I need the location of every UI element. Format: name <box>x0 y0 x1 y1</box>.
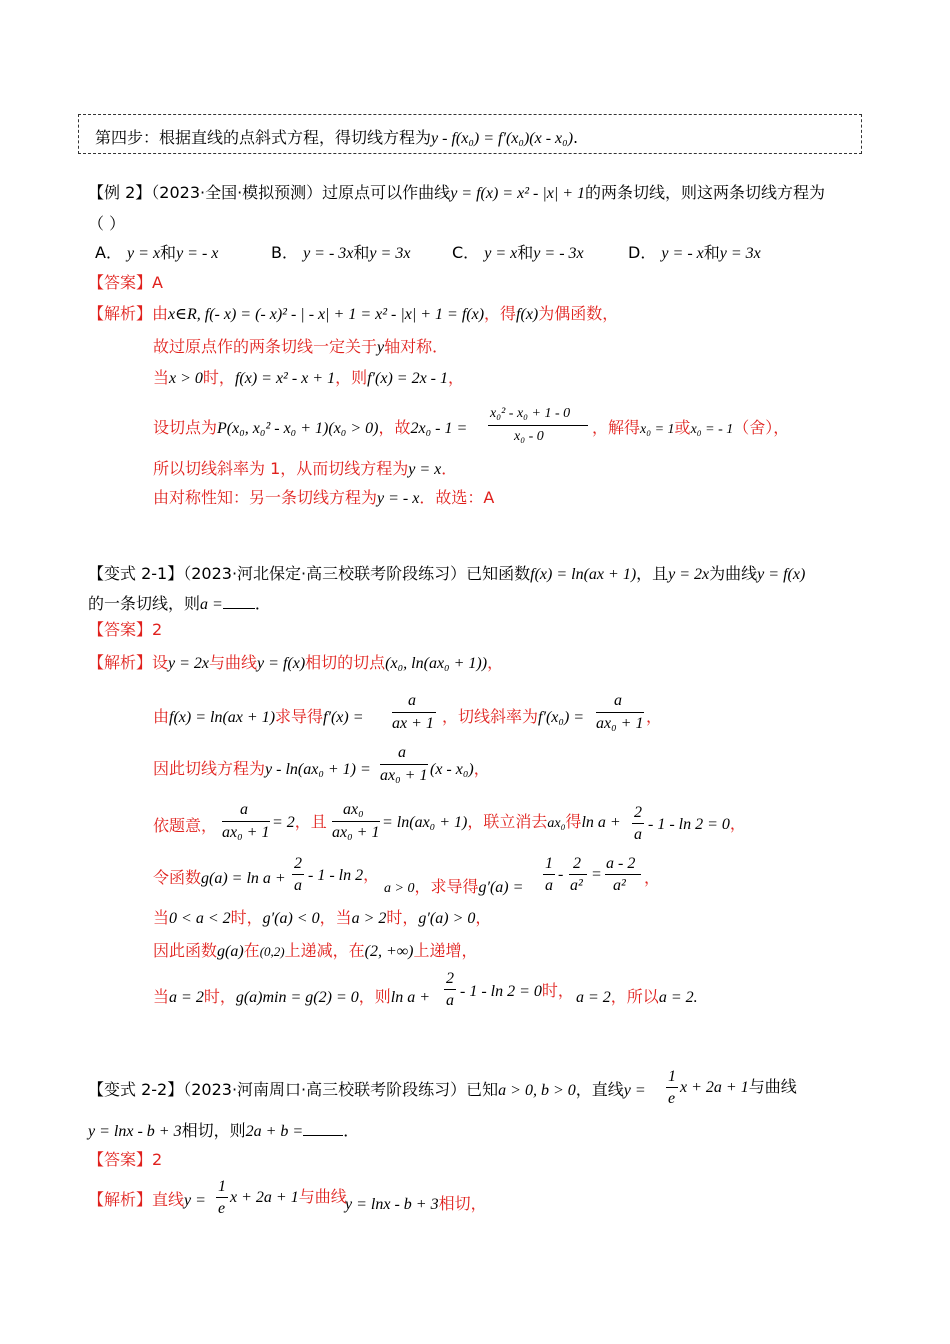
frac-num: 2 <box>634 804 642 821</box>
v21-question-line2: 的一条切线，则a = ． <box>88 594 271 613</box>
v21-analysis-line7: 因此函数g(a)在(0,2)上递减，在(2, +∞)上递增， <box>153 941 478 960</box>
frac-num: a <box>614 692 622 709</box>
frac-den: ax + 1 <box>392 715 434 732</box>
frac-num: a <box>408 692 416 709</box>
frac-num: 2 <box>294 855 302 872</box>
frac-num: ax₀ <box>343 801 364 818</box>
step4-line: 第四步：根据直线的点斜式方程，得切线方程为y - f(x₀) = f′(x₀)(x - x₀). <box>95 128 579 147</box>
v22-answer: 【答案】2 <box>88 1150 163 1169</box>
ex2-analysis-line3: 当x > 0时，f(x) = x² - x + 1，则f′(x) = 2x - 1， <box>153 368 465 387</box>
frac-den: x₀ - 0 <box>514 429 544 444</box>
v22-question-line1: 【变式 2-2】（2023·河南周口·高三校联考阶段练习）已知a > 0, b > 0，直线y = <box>88 1080 646 1099</box>
ex2-paren: （ ） <box>88 214 126 233</box>
frac-num: 1 <box>545 855 553 872</box>
frac-den: a² <box>613 877 626 894</box>
frac-num: a <box>240 801 248 818</box>
ex2-question-line1: 【例 2】（2023·全国·模拟预测）过原点可以作曲线y = f(x) = x² - |x| + 1的两条切线，则这两条切线方程为 <box>88 183 826 202</box>
ex2-label: 【例 2】 <box>88 183 152 202</box>
frac-den: a <box>294 877 302 894</box>
v21-analysis-line2b: ，切线斜率为f′(x₀) = <box>442 707 585 726</box>
v21-analysis-line3: 因此切线方程为y - ln(ax₀ + 1) = <box>153 759 371 778</box>
frac-num: a - 2 <box>606 855 636 872</box>
frac-den: ax₀ + 1 <box>596 715 644 732</box>
option-a[interactable]: A． y = x和y = - x <box>95 243 219 262</box>
v22-question-line2: y = lnx - b + 3相切，则2a + b = ． <box>88 1121 360 1140</box>
answer-blank[interactable] <box>303 1121 343 1136</box>
ex2-analysis-line4b: ，解得x₀ = 1或x₀ = - 1（舍）， <box>592 418 790 437</box>
v21-question-line1: 【变式 2-1】（2023·河北保定·高三校联考阶段练习）已知函数f(x) = ln(ax + 1)，且y = 2x为曲线y = f(x) <box>88 564 806 583</box>
frac-num: 2 <box>446 970 454 987</box>
option-d[interactable]: D． y = - x和y = 3x <box>628 243 761 262</box>
frac-den: a <box>634 826 642 843</box>
answer-blank[interactable] <box>223 594 255 609</box>
frac-num: 2 <box>573 855 581 872</box>
option-b[interactable]: B． y = - 3x和y = 3x <box>271 243 411 262</box>
v21-analysis-line2: 由f(x) = ln(ax + 1)求导得f′(x) = <box>153 707 364 726</box>
frac-den: a <box>446 992 454 1009</box>
frac-num: 1 <box>668 1068 676 1085</box>
v21-answer: 【答案】2 <box>88 620 163 639</box>
v21-analysis-line1: 【解析】设y = 2x与曲线y = f(x)相切的切点(x₀, ln(ax₀ + 1))， <box>88 653 504 672</box>
frac-den: a <box>545 877 553 894</box>
ex2-answer: 【答案】A <box>88 273 163 292</box>
v21-analysis-line6: 当0 < a < 2时，g′(a) < 0，当a > 2时，g′(a) > 0， <box>153 908 492 927</box>
ex2-analysis-line6: 由对称性知：另一条切线方程为y = - x．故选：A <box>153 488 495 507</box>
ex2-analysis-line5: 所以切线斜率为 1，从而切线方程为y = x． <box>153 459 458 478</box>
frac-num: 1 <box>218 1178 226 1195</box>
ex2-analysis-line2: 故过原点作的两条切线一定关于y轴对称． <box>153 337 449 356</box>
v21-analysis-line4: 依题意， <box>153 816 218 835</box>
v21-analysis-line8: 当a = 2时，g(a)min = g(2) = 0，则ln a + <box>153 987 430 1006</box>
frac-num: a <box>398 744 406 761</box>
ex2-analysis-line1: 【解析】由x∈R, f(- x) = (- x)² - | - x| + 1 = x² - |x| + 1 = f(x)，得f(x)为偶函数， <box>88 304 619 323</box>
option-c[interactable]: C． y = x和y = - 3x <box>452 243 584 262</box>
frac-den: ax₀ + 1 <box>380 767 428 784</box>
v22-label: 【变式 2-2】 <box>88 1080 184 1099</box>
frac-den: e <box>668 1090 676 1107</box>
v21-label: 【变式 2-1】 <box>88 564 184 583</box>
ex2-analysis-line4: 设切点为P(x₀, x₀² - x₀ + 1)(x₀ > 0)，故2x₀ - 1 = <box>153 418 468 437</box>
frac-den: a² <box>570 877 583 894</box>
v22-analysis-line1: 【解析】直线y = <box>88 1190 206 1209</box>
frac-num: x₀² - x₀ + 1 - 0 <box>490 406 571 421</box>
frac-den: ax₀ + 1 <box>222 824 270 841</box>
frac-den: ax₀ + 1 <box>332 824 380 841</box>
v21-analysis-line5: 令函数g(a) = ln a + <box>153 868 286 887</box>
frac-den: e <box>218 1200 226 1217</box>
